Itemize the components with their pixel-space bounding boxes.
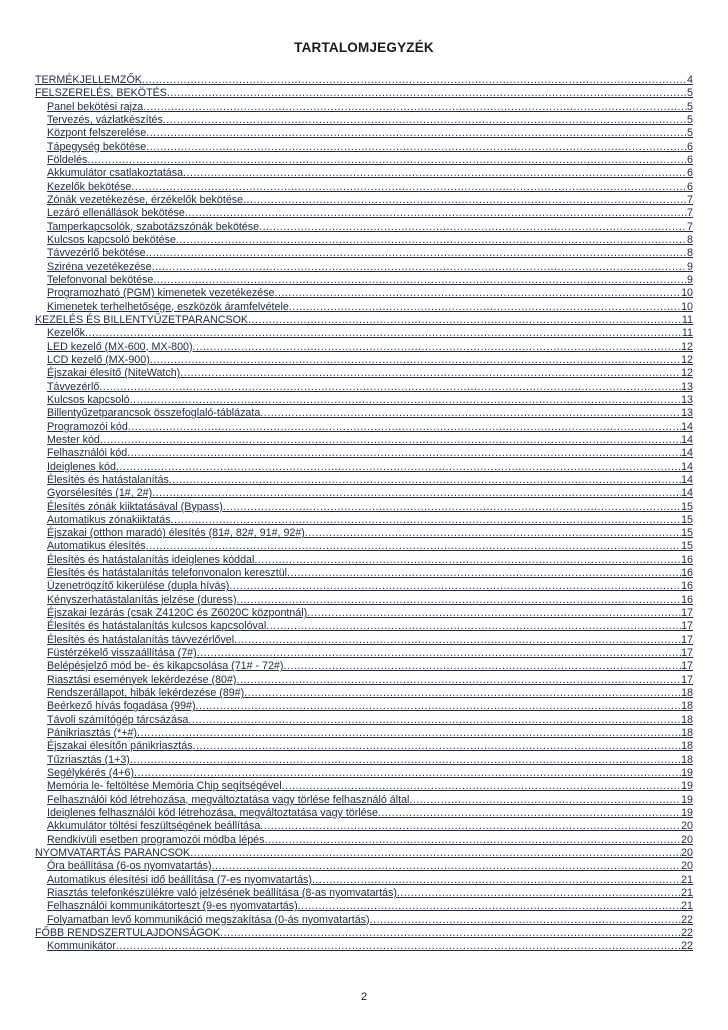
toc-dot-leader [259, 221, 687, 234]
toc-entry-label: LED kezelő (MX-600, MX-800) [47, 340, 193, 353]
toc-entry-label: Beérkező hívás fogadása (99#) [47, 700, 196, 713]
toc-entry-label: Akkumulátor töltési feszültségének beállítása [47, 820, 261, 833]
toc-dot-leader [298, 900, 681, 913]
toc-entry-page-number: 11 [681, 327, 693, 340]
toc-entry-label: Riasztás telefonkészülékre való jelzésének beállítása (8-as nyomvatartás) [47, 887, 397, 900]
toc-entry-label: Felhasználói kód [47, 447, 128, 460]
toc-section-link[interactable] [35, 847, 693, 860]
toc-entry-page-number: 7 [687, 207, 693, 220]
toc-entry-page-number: 18 [681, 740, 693, 753]
toc-dot-leader [287, 567, 681, 580]
toc-entry-label: Panel bekötési rajza [47, 100, 144, 113]
toc-subsection-link[interactable] [35, 940, 693, 953]
toc-subsection-link[interactable] [35, 687, 693, 700]
toc-entry-label: Óra beállítása (6-os nyomvatartás) [47, 860, 212, 873]
toc-entry-page-number: 16 [681, 580, 693, 593]
toc-dot-leader [243, 194, 687, 207]
toc-entry-page-number: 21 [681, 900, 693, 913]
toc-subsection-link[interactable] [35, 407, 693, 420]
toc-dot-leader [193, 341, 682, 354]
toc-entry-page-number: 14 [681, 447, 693, 460]
toc-entry-page-number: 7 [687, 220, 693, 233]
toc-entry-page-number: 17 [681, 607, 693, 620]
toc-dot-leader [85, 327, 682, 340]
toc-dot-leader [223, 501, 681, 514]
toc-entry-page-number: 20 [681, 833, 693, 846]
toc-entry-label: Tamperkapcsolók, szabotázszónák bekötése [47, 220, 260, 233]
toc-entry-label: Folyamatban levő kommunikáció megszakítása (0-ás nyomvatartás) [47, 913, 370, 926]
toc-subsection-link[interactable] [35, 327, 693, 340]
toc-entry-page-number: 17 [681, 633, 693, 646]
toc-entry-label: Programozható (PGM) kimenetek vezetékezése [47, 287, 275, 300]
toc-entry-label: Kommunikátor [47, 940, 116, 953]
toc-subsection-link[interactable] [35, 234, 693, 247]
toc-entry-label: Kezelők bekötése [47, 180, 132, 193]
toc-subsection-link[interactable] [35, 487, 693, 500]
toc-dot-leader [289, 301, 681, 314]
toc-entry-label: Távvezérlő bekötése [47, 247, 146, 260]
toc-entry-page-number: 5 [687, 127, 693, 140]
toc-subsection-link[interactable] [35, 674, 693, 687]
toc-subsection-link[interactable] [35, 194, 693, 207]
toc-subsection-link[interactable] [35, 181, 693, 194]
toc-dot-leader [99, 381, 681, 394]
toc-subsection-link[interactable] [35, 620, 693, 633]
toc-entry-label: Kényszerhatástalanítás jelzése (duress) [47, 593, 237, 606]
toc-entry-label: Központ felszerelése [47, 127, 147, 140]
toc-entry-label: Gyorsélesítés (1#, 2#) [47, 487, 153, 500]
toc-entry-label: Belépésjelző mód be- és kikapcsolása (71# - 72#) [47, 660, 284, 673]
toc-entry-page-number: 10 [681, 300, 693, 313]
toc-dot-leader [150, 354, 681, 367]
toc-entry-label: Automatikus zónakiiktatás [47, 513, 171, 526]
toc-entry-label: Billentyűzetparancsok összefoglaló-táblázata [47, 407, 261, 420]
toc-entry-label: Automatikus élesítési idő beállítása (7-es nyomvatartás) [47, 873, 312, 886]
toc-dot-leader [116, 461, 681, 474]
toc-entry-page-number: 21 [681, 873, 693, 886]
toc-entry-page-number: 11 [681, 313, 693, 326]
toc-entry-page-number: 9 [687, 273, 693, 286]
toc-dot-leader [146, 127, 687, 140]
toc-entry-label: Tűzriasztás (1+3) [47, 753, 130, 766]
toc-entry-label: Élesítés zónák kiiktatásával (Bypass) [47, 500, 223, 513]
toc-subsection-link[interactable] [35, 754, 693, 767]
toc-entry-page-number: 4 [687, 74, 693, 86]
toc-entry-page-number: 17 [681, 660, 693, 673]
toc-entry-label: Földelés [47, 153, 88, 166]
toc-dot-leader [171, 514, 682, 527]
toc-entry-page-number: 17 [681, 620, 693, 633]
toc-entry-page-number: 13 [681, 380, 693, 393]
toc-dot-leader [282, 780, 681, 793]
toc-dot-leader [197, 647, 681, 660]
toc-entry-page-number: 5 [687, 100, 693, 113]
toc-entry-label: Lezáró ellenállások bekötése [47, 207, 185, 220]
toc-entry-label: Éjszakai lezárás (csak Z4120C és Z6020C központnál) [47, 607, 308, 620]
toc-dot-leader [87, 154, 687, 167]
toc-entry-label: Zónák vezetékezése, érzékelők bekötése [47, 193, 244, 206]
toc-entry-label: Telefonvonal bekötése [47, 273, 154, 286]
toc-subsection-link[interactable] [35, 301, 693, 314]
toc-entry-page-number: 19 [681, 807, 693, 820]
toc-entry-page-number: 10 [681, 287, 693, 300]
toc-entry-label: Éjszakai (otthon maradó) élesítés (81#, 82#, 91#, 92#) [47, 527, 305, 540]
toc-entry-label: NYOMVATARTÁS PARANCSOK [35, 847, 191, 860]
toc-dot-leader [176, 234, 687, 247]
toc-subsection-link[interactable] [35, 167, 693, 180]
toc-entry-label: Mester kód [47, 433, 100, 446]
toc-subsection-link[interactable] [35, 540, 693, 553]
toc-entry-label: Élesítés és hatástalanítás kulcsos kapcsolóval [47, 620, 267, 633]
toc-entry-label: TERMÉKJELLEMZŐK [35, 74, 142, 86]
toc-entry-page-number: 20 [681, 847, 693, 860]
toc-entry-label: LCD kezelő (MX-900) [47, 353, 150, 366]
toc-entry-label: Programozói kód [47, 420, 128, 433]
toc-entry-page-number: 5 [687, 87, 693, 100]
toc-entry-page-number: 14 [681, 473, 693, 486]
toc-entry-page-number: 15 [681, 527, 693, 540]
toc-dot-leader [137, 727, 681, 740]
toc-entry-label: Akkumulátor csatlakoztatása [47, 167, 184, 180]
toc-entry-page-number: 6 [687, 167, 693, 180]
page-title: TARTALOMJEGYZÉK [294, 40, 434, 55]
toc-subsection-link[interactable] [35, 594, 693, 607]
toc-dot-leader [397, 887, 681, 900]
toc-subsection-link[interactable] [35, 714, 693, 727]
toc-dot-leader [266, 620, 681, 633]
toc-section-link[interactable] [35, 74, 693, 87]
toc-subsection-link[interactable] [35, 434, 693, 447]
toc-entry-label: Tervezés, vázlatkészítés [47, 113, 163, 126]
toc-entry-label: Kulcsos kapcsoló [47, 393, 130, 406]
toc-dot-leader [370, 914, 682, 927]
toc-entry-page-number: 9 [687, 260, 693, 273]
toc-entry-page-number: 12 [681, 340, 693, 353]
toc-dot-leader [131, 181, 687, 194]
toc-entry-label: FELSZERELÉS, BEKÖTÉS [35, 87, 167, 100]
toc-entry-page-number: 6 [687, 153, 693, 166]
toc-entry-page-number: 16 [681, 553, 693, 566]
toc-entry-label: Üzenetrögzítő kikerülése (dupla hívás) [47, 580, 230, 593]
toc-dot-leader [146, 247, 687, 260]
toc-entry-label: Pánikriasztás (*+#) [47, 727, 137, 740]
toc-dot-leader [283, 660, 681, 673]
toc-dot-leader [193, 740, 682, 753]
toc-dot-leader [378, 807, 681, 820]
toc-entry-label: Távvezérlő [47, 380, 100, 393]
toc-entry-page-number: 14 [681, 433, 693, 446]
toc-subsection-link[interactable] [35, 381, 693, 394]
toc-entry-label: Automatikus élesítés [47, 540, 146, 553]
toc-dot-leader [260, 820, 681, 833]
toc-dot-leader [146, 540, 682, 553]
toc-entry-label: Tápegység bekötése [47, 140, 147, 153]
toc-entry-label: Riasztási események lekérdezése (80#) [47, 673, 237, 686]
toc-dot-leader [229, 580, 681, 593]
toc-entry-page-number: 13 [681, 407, 693, 420]
toc-subsection-link[interactable] [35, 261, 693, 274]
toc-subsection-link[interactable] [35, 141, 693, 154]
toc-entry-page-number: 20 [681, 820, 693, 833]
toc-dot-leader [128, 421, 681, 434]
toc-entry-page-number: 15 [681, 540, 693, 553]
toc-entry-label: Kulcsos kapcsoló bekötése [47, 233, 176, 246]
toc-dot-leader [163, 114, 687, 127]
toc-entry-label: Élesítés és hatástalanítás távvezérlővel [47, 633, 235, 646]
toc-entry-page-number: 6 [687, 180, 693, 193]
toc-dot-leader [183, 167, 687, 180]
toc-entry-page-number: 14 [681, 460, 693, 473]
toc-subsection-link[interactable] [35, 887, 693, 900]
toc-subsection-link[interactable] [35, 154, 693, 167]
toc-subsection-link[interactable] [35, 221, 693, 234]
toc-subsection-link[interactable] [35, 207, 693, 220]
toc-subsection-link[interactable] [35, 474, 693, 487]
toc-subsection-link[interactable] [35, 461, 693, 474]
toc-subsection-link[interactable] [35, 727, 693, 740]
toc-entry-page-number: 17 [681, 647, 693, 660]
toc-dot-leader [127, 447, 681, 460]
toc-entry-page-number: 19 [681, 780, 693, 793]
toc-subsection-link[interactable] [35, 247, 693, 260]
toc-subsection-link[interactable] [35, 554, 693, 567]
toc-subsection-link[interactable] [35, 514, 693, 527]
toc-subsection-link[interactable] [35, 367, 693, 380]
toc-entry-page-number: 18 [681, 727, 693, 740]
toc-dot-leader [312, 874, 681, 887]
toc-entry-label: Távoli számítógép tárcsázása [47, 713, 189, 726]
toc-dot-leader [167, 87, 687, 100]
toc-entry-page-number: 8 [687, 233, 693, 246]
toc-section-link[interactable] [35, 927, 693, 940]
toc-entry-page-number: 22 [681, 927, 693, 939]
toc-entry-label: Élesítés és hatástalanítás telefonvonalon keresztül [47, 567, 288, 580]
toc-entry-label: Rendszerállapot, hibák lekérdezése (89#) [47, 687, 245, 700]
toc-subsection-link[interactable] [35, 421, 693, 434]
toc-dot-leader [196, 700, 682, 713]
toc-subsection-link[interactable] [35, 820, 693, 833]
toc-dot-leader [142, 74, 687, 87]
toc-subsection-link[interactable] [35, 341, 693, 354]
toc-dot-leader [237, 674, 682, 687]
toc-entry-page-number: 18 [681, 753, 693, 766]
toc-dot-leader [130, 394, 682, 407]
toc-entry-label: Segélykérés (4+6) [47, 767, 135, 780]
toc-subsection-link[interactable] [35, 101, 693, 114]
toc-entry-page-number: 21 [681, 887, 693, 900]
toc-subsection-link[interactable] [35, 860, 693, 873]
toc-entry-page-number: 14 [681, 487, 693, 500]
table-of-contents [35, 74, 693, 954]
toc-entry-page-number: 15 [681, 500, 693, 513]
toc-entry-label: Ideiglenes felhasználói kód létrehozása, megváltoztatása vagy törlése [47, 807, 378, 820]
toc-subsection-link[interactable] [35, 807, 693, 820]
toc-entry-page-number: 12 [681, 367, 693, 380]
toc-dot-leader [100, 434, 681, 447]
toc-subsection-link[interactable] [35, 354, 693, 367]
toc-entry-page-number: 19 [681, 767, 693, 780]
toc-dot-leader [169, 474, 681, 487]
toc-entry-page-number: 15 [681, 513, 693, 526]
toc-entry-label: Élesítés és hatástalanítás [47, 473, 169, 486]
toc-entry-page-number: 8 [687, 247, 693, 260]
toc-subsection-link[interactable] [35, 274, 693, 287]
toc-subsection-link[interactable] [35, 287, 693, 300]
toc-dot-leader [116, 940, 681, 953]
toc-subsection-link[interactable] [35, 660, 693, 673]
toc-dot-leader [248, 314, 682, 327]
toc-dot-leader [409, 794, 681, 807]
toc-dot-leader [212, 860, 682, 873]
toc-entry-label: Kimenetek terhelhetősége, eszközök áramfelvétele [47, 300, 289, 313]
toc-entry-page-number: 18 [681, 700, 693, 713]
toc-subsection-link[interactable] [35, 527, 693, 540]
toc-dot-leader [153, 274, 687, 287]
toc-dot-leader [190, 847, 681, 860]
toc-dot-leader [254, 554, 681, 567]
toc-dot-leader [143, 101, 687, 114]
toc-entry-page-number: 18 [681, 687, 693, 700]
toc-subsection-link[interactable] [35, 780, 693, 793]
toc-subsection-link[interactable] [35, 914, 693, 927]
toc-entry-page-number: 5 [687, 113, 693, 126]
toc-subsection-link[interactable] [35, 834, 693, 847]
toc-entry-page-number: 20 [681, 860, 693, 873]
toc-entry-page-number: 19 [681, 793, 693, 806]
toc-entry-label: Felhasználói kód létrehozása, megváltoztatása vagy törlése felhasználó által [47, 793, 410, 806]
toc-dot-leader [180, 367, 681, 380]
toc-entry-page-number: 14 [681, 420, 693, 433]
toc-entry-label: Felhasználói kommunikátorteszt (9-es nyomvatartás) [47, 900, 298, 913]
toc-entry-page-number: 13 [681, 393, 693, 406]
toc-subsection-link[interactable] [35, 607, 693, 620]
toc-dot-leader [305, 527, 681, 540]
page-number: 2 [360, 991, 368, 1003]
toc-dot-leader [220, 927, 681, 940]
toc-entry-label: KEZELÉS ÉS BILLENTYŰZETPARANCSOK [35, 313, 249, 326]
toc-dot-leader [307, 607, 681, 620]
toc-dot-leader [260, 407, 681, 420]
toc-subsection-link[interactable] [35, 700, 693, 713]
toc-dot-leader [152, 487, 681, 500]
toc-section-link[interactable] [35, 87, 693, 100]
toc-entry-label: Ideiglenes kód [47, 460, 116, 473]
toc-dot-leader [134, 767, 681, 780]
toc-subsection-link[interactable] [35, 501, 693, 514]
toc-entry-label: Füstérzékelő visszaállítása (7#) [47, 647, 197, 660]
toc-dot-leader [130, 754, 681, 767]
toc-subsection-link[interactable] [35, 900, 693, 913]
toc-entry-page-number: 12 [681, 353, 693, 366]
toc-dot-leader [237, 594, 682, 607]
toc-subsection-link[interactable] [35, 634, 693, 647]
toc-entry-page-number: 22 [681, 940, 693, 953]
toc-dot-leader [275, 287, 682, 300]
toc-subsection-link[interactable] [35, 447, 693, 460]
toc-subsection-link[interactable] [35, 394, 693, 407]
toc-entry-label: Sziréna vezetékezése [47, 260, 152, 273]
toc-entry-page-number: 17 [681, 673, 693, 686]
toc-subsection-link[interactable] [35, 767, 693, 780]
toc-dot-leader [185, 207, 687, 220]
toc-entry-label: Éjszakai élesítőn pánikriasztás [47, 740, 193, 753]
toc-entry-page-number: 16 [681, 567, 693, 580]
toc-entry-page-number: 6 [687, 140, 693, 153]
toc-entry-label: Kezelők [47, 327, 86, 340]
toc-subsection-link[interactable] [35, 740, 693, 753]
toc-dot-leader [264, 834, 681, 847]
toc-dot-leader [234, 634, 681, 647]
toc-entry-page-number: 16 [681, 593, 693, 606]
toc-entry-page-number: 7 [687, 193, 693, 206]
toc-dot-leader [188, 714, 681, 727]
toc-entry-label: Memória le- feltöltése Memória Chip segítségével [47, 780, 282, 793]
toc-dot-leader [152, 261, 687, 274]
toc-subsection-link[interactable] [35, 127, 693, 140]
toc-entry-page-number: 18 [681, 713, 693, 726]
toc-entry-label: Éjszakai élesítő (NiteWatch) [47, 367, 181, 380]
toc-dot-leader [146, 141, 687, 154]
toc-entry-page-number: 22 [681, 913, 693, 926]
toc-dot-leader [244, 687, 681, 700]
toc-entry-label: Élesítés és hatástalanítás ideiglenes kóddal [47, 553, 255, 566]
toc-entry-label: Rendkívüli esetben programozói módba lépés [47, 833, 265, 846]
toc-subsection-link[interactable] [35, 874, 693, 887]
toc-subsection-link[interactable] [35, 794, 693, 807]
toc-subsection-link[interactable] [35, 567, 693, 580]
toc-subsection-link[interactable] [35, 647, 693, 660]
toc-subsection-link[interactable] [35, 580, 693, 593]
toc-entry-label: FŐBB RENDSZERTULAJDONSÁGOK [35, 927, 221, 939]
toc-section-link[interactable] [35, 314, 693, 327]
toc-subsection-link[interactable] [35, 114, 693, 127]
